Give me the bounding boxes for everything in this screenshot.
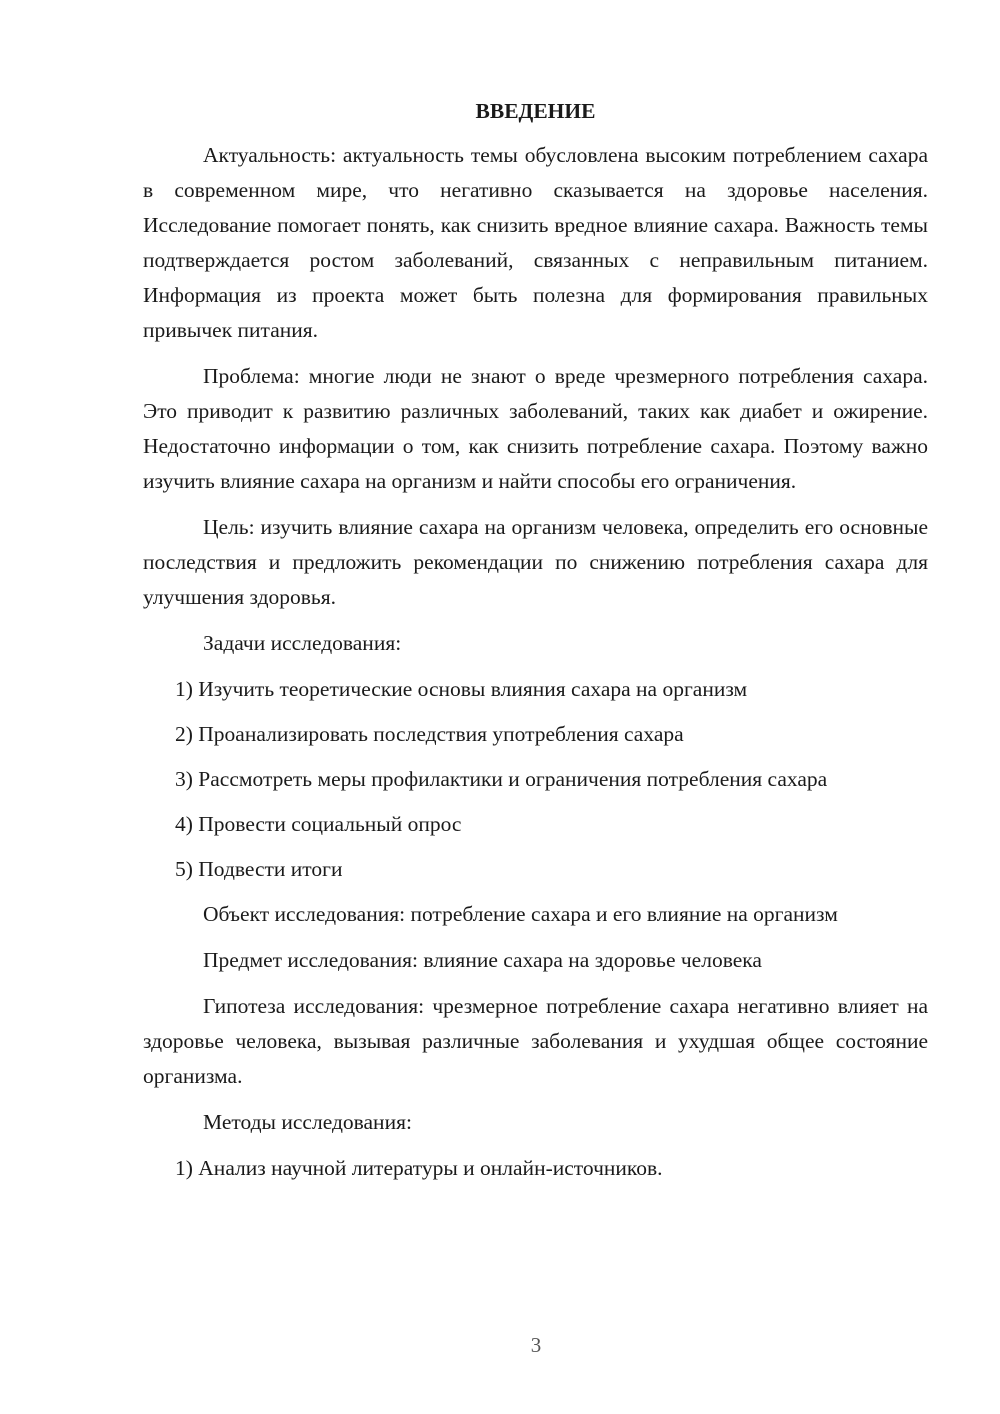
paragraph-relevance: Актуальность: актуальность темы обусловлена высоким потреблением сахара в современном мире, что негативно сказывается на здоровье населения. Исследование помогает понять, как снизить вредное влияние сахара. Важность темы подтверждается ростом заболеваний, связанных с неправильным питанием. Информация из проекта может быть полезна для формирования правильных привычек питания. (143, 143, 928, 342)
paragraph-subject: Предмет исследования: влияние сахара на здоровье человека (203, 948, 762, 972)
list-item: 1) Анализ научной литературы и онлайн-источников. (175, 1156, 663, 1180)
page-number: 3 (530, 1333, 542, 1357)
list-item: 2) Проанализировать последствия употребления сахара (175, 722, 684, 746)
list-item: 1) Изучить теоретические основы влияния сахара на организм (175, 677, 748, 701)
methods-heading: Методы исследования: (203, 1110, 412, 1134)
paragraph-problem: Проблема: многие люди не знают о вреде чрезмерного потребления сахара. Это приводит к развитию различных заболеваний, таких как диабет и ожирение. Недостаточно информации о том, как снизить потребление сахара. Поэтому важно изучить влияние сахара на организм и найти способы его ограничения. (143, 364, 928, 493)
document-page (143, 96, 928, 1196)
paragraph-hypothesis: Гипотеза исследования: чрезмерное потребление сахара негативно влияет на здоровье человека, вызывая различные заболевания и ухудшая общее состояние организма. (143, 994, 928, 1088)
document-title: ВВЕДЕНИЕ (475, 99, 596, 123)
paragraph-object: Объект исследования: потребление сахара и его влияние на организм (203, 902, 838, 926)
tasks-list (143, 672, 928, 887)
tasks-heading: Задачи исследования: (203, 631, 402, 655)
list-item: 5) Подвести итоги (175, 857, 343, 881)
paragraph-goal: Цель: изучить влияние сахара на организм человека, определить его основные последствия и предложить рекомендации по снижению потребления сахара для улучшения здоровья. (143, 515, 928, 609)
list-item: 3) Рассмотреть меры профилактики и ограничения потребления сахара (175, 767, 828, 791)
methods-list (143, 1151, 928, 1186)
list-item: 4) Провести социальный опрос (175, 812, 462, 836)
